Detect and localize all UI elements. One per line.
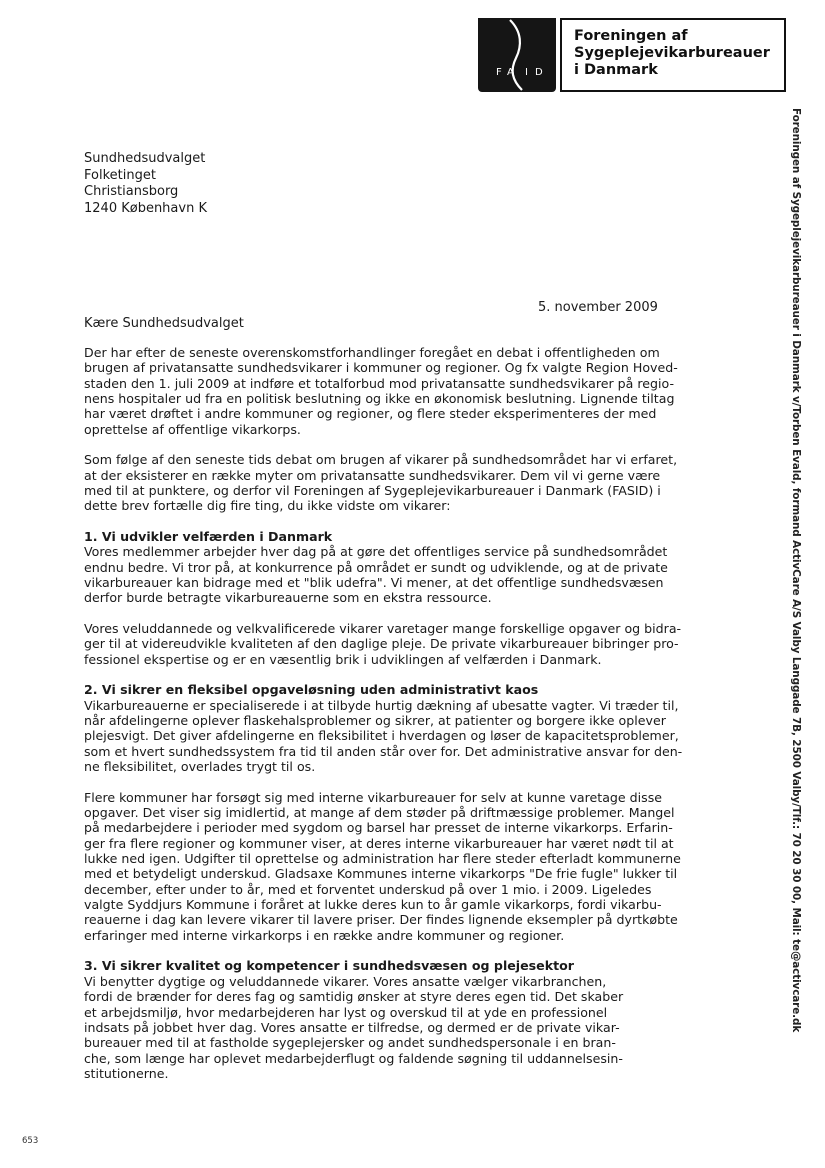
paragraph bbox=[84, 529, 684, 606]
sidebar-contact-text: Foreningen af Sygeplejevikarbureauer i Danmark v/Torben Evald, formand ActivCare A/S Valby Langgade 7B, 2500 Valby/Tlf.: 70 20 30 00, Mail: te@activcare.dk bbox=[790, 108, 802, 1033]
paragraph bbox=[84, 790, 684, 943]
paragraph bbox=[84, 452, 684, 513]
paragraph-line: med til at punktere, og derfor vil Foreningen af Sygeplejevikarbureauer i Danmark (FASID) i bbox=[84, 483, 661, 499]
paragraph-line: nens hospitaler ud fra en politisk beslutning og ikke en økonomisk beslutning. Lignende tiltag bbox=[84, 391, 675, 407]
paragraph-line: oprettelse af offentlige vikarkorps. bbox=[84, 421, 301, 437]
paragraph-line: med et betydeligt underskud. Gladsaxe Kommunes interne vikarkorps "De frie fugle" lukker til bbox=[84, 866, 678, 882]
paragraph-line: stitutionerne. bbox=[84, 1065, 169, 1081]
paragraph-line: Vi benytter dygtige og veluddannede vikarer. Vores ansatte vælger vikarbranchen, bbox=[84, 973, 607, 989]
org-name-line: i Danmark bbox=[574, 62, 658, 78]
paragraph-line: ne fleksibilitet, overlades trygt til os. bbox=[84, 759, 316, 775]
paragraph-line: Der har efter de seneste overenskomstforhandlinger foregået en debat i offentligheden om bbox=[84, 345, 660, 360]
paragraph-line: dette brev fortælle dig fire ting, du ikke vidste om vikarer: bbox=[84, 498, 451, 514]
address-line: Christiansborg bbox=[84, 184, 179, 199]
paragraph-line: lukke ned igen. Udgifter til oprettelse og administration har flere steder efterladt kommunerne bbox=[84, 851, 681, 867]
logo-letter: F bbox=[496, 67, 502, 78]
paragraph bbox=[84, 621, 684, 667]
section-heading: 1. Vi udvikler velfærden i Danmark bbox=[84, 529, 333, 545]
org-name-line: Sygeplejevikarbureauer bbox=[574, 45, 770, 61]
organization-name-box bbox=[560, 18, 786, 92]
paragraph-line: december, efter under to år, med et forventet underskud på over 1 mio. i 2009. Ligeledes bbox=[84, 881, 652, 897]
greeting: Kære Sundhedsudvalget bbox=[84, 316, 244, 331]
logo-letter: I bbox=[525, 67, 528, 78]
paragraph bbox=[84, 682, 684, 774]
recipient-address bbox=[84, 151, 207, 217]
paragraph bbox=[84, 958, 684, 1081]
org-name-line: Foreningen af bbox=[574, 28, 688, 44]
paragraph-line: et arbejdsmiljø, hvor medarbejderen har lyst og overskud til at yde en professionel bbox=[84, 1004, 608, 1020]
fasid-logo bbox=[478, 18, 556, 92]
paragraph-line: erfaringer med interne virkarkorps i en række andre kommuner og regioner. bbox=[84, 927, 565, 943]
paragraph-line: derfor burde betragte vikarbureauerne som en ekstra ressource. bbox=[84, 590, 492, 606]
paragraph-line: på medarbejdere i perioder med sygdom og barsel har presset de interne vikarkorps. Erfarin- bbox=[84, 820, 673, 836]
section-heading: 3. Vi sikrer kvalitet og kompetencer i sundhedsvæsen og plejesektor bbox=[84, 958, 574, 974]
paragraph-line: ger til at videreudvikle kvaliteten af den daglige pleje. De private vikarbureauer bibringer pro- bbox=[84, 636, 679, 652]
paragraph-line: plejesvigt. Det giver afdelingerne en fleksibilitet i hverdagen og løser de kapacitetsproblemer, bbox=[84, 728, 679, 744]
paragraph bbox=[84, 345, 684, 437]
paragraph-line: ger fra flere regioner og kommuner viser, at deres interne vikarbureauer har været nødt til at bbox=[84, 835, 674, 851]
paragraph-line: valgte Syddjurs Kommune i foråret at lukke deres kun to år gamle vikarkorps, fordi vikarbu- bbox=[84, 897, 662, 913]
paragraph-line: staden den 1. juli 2009 at indføre et totalforbud mod privatansatte sundhedsvikarer på regio- bbox=[84, 375, 674, 391]
paragraph-line: brugen af privatansatte sundhedsvikarer i kommuner og regioner. Og fx valgte Region Hoved- bbox=[84, 360, 678, 376]
paragraph-line: når afdelingerne oplever flaskehalsproblemer og sikrer, at patienter og borgere ikke oplever bbox=[84, 713, 666, 729]
paragraph-line: bureauer med til at fastholde sygeplejersker og andet sundhedspersonale i en bran- bbox=[84, 1035, 616, 1051]
page-number: 653 bbox=[22, 1136, 39, 1146]
paragraph-line: Vores veluddannede og velkvalificerede vikarer varetager mange forskellige opgaver og bidra- bbox=[84, 621, 682, 637]
address-line: 1240 København K bbox=[84, 200, 207, 216]
paragraph-line: che, som længe har oplevet medarbejderflugt og faldende søgning til uddannelsesin- bbox=[84, 1050, 623, 1066]
paragraph-line: vikarbureauer kan bidrage med et "blik udefra". Vi mener, at det offentlige sundhedsvæsen bbox=[84, 575, 664, 591]
address-line: Folketinget bbox=[84, 167, 156, 183]
paragraph-line: endnu bedre. Vi tror på, at konkurrence på området er sundt og udviklende, og at de private bbox=[84, 559, 668, 575]
letter-date: 5. november 2009 bbox=[538, 300, 658, 315]
address-line: Sundhedsudvalget bbox=[84, 151, 206, 166]
section-heading: 2. Vi sikrer en fleksibel opgaveløsning uden administrativt kaos bbox=[84, 682, 539, 698]
paragraph-line: fessionel ekspertise og er en væsentlig brik i udviklingen af velfærden i Danmark. bbox=[84, 651, 602, 667]
paragraph-line: Vikarbureauerne er specialiserede i at tilbyde hurtig dækning af ubesatte vagter. Vi træder til, bbox=[84, 697, 679, 713]
logo-letter: A bbox=[507, 67, 514, 78]
paragraph-line: Flere kommuner har forsøgt sig med interne vikarbureauer for selv at kunne varetage disse bbox=[84, 789, 663, 805]
paragraph-line: som et hvert sundhedssystem fra tid til anden står over for. Det administrative ansvar for den- bbox=[84, 743, 683, 759]
paragraph-line: reauerne i dag kan levere vikarer til lavere priser. Der findes lignende eksempler på dyrtkøbte bbox=[84, 912, 678, 928]
letter-body bbox=[84, 345, 684, 1097]
paragraph-line: at der eksisterer en række myter om privatansatte sundhedsvikarer. Dem vil vi gerne være bbox=[84, 467, 661, 483]
logo-swirl-icon bbox=[478, 18, 556, 92]
logo-letter: D bbox=[535, 67, 543, 78]
paragraph-line: fordi de brænder for deres fag og samtidig ønsker at styre deres egen tid. Det skaber bbox=[84, 989, 624, 1005]
paragraph-line: indsats på jobbet hver dag. Vores ansatte er tilfredse, og dermed er de private vikar- bbox=[84, 1019, 620, 1035]
paragraph-line: har været drøftet i andre kommuner og regioner, og flere steder eksperimenteres der med bbox=[84, 406, 657, 422]
paragraph-line: Vores medlemmer arbejder hver dag på at gøre det offentliges service på sundhedsområdet bbox=[84, 544, 668, 560]
paragraph-line: opgaver. Det viser sig imidlertid, at mange af dem støder på driftmæssige problemer. Mangel bbox=[84, 805, 675, 821]
paragraph-line: Som følge af den seneste tids debat om brugen af vikarer på sundhedsområdet har vi erfaret, bbox=[84, 452, 678, 468]
